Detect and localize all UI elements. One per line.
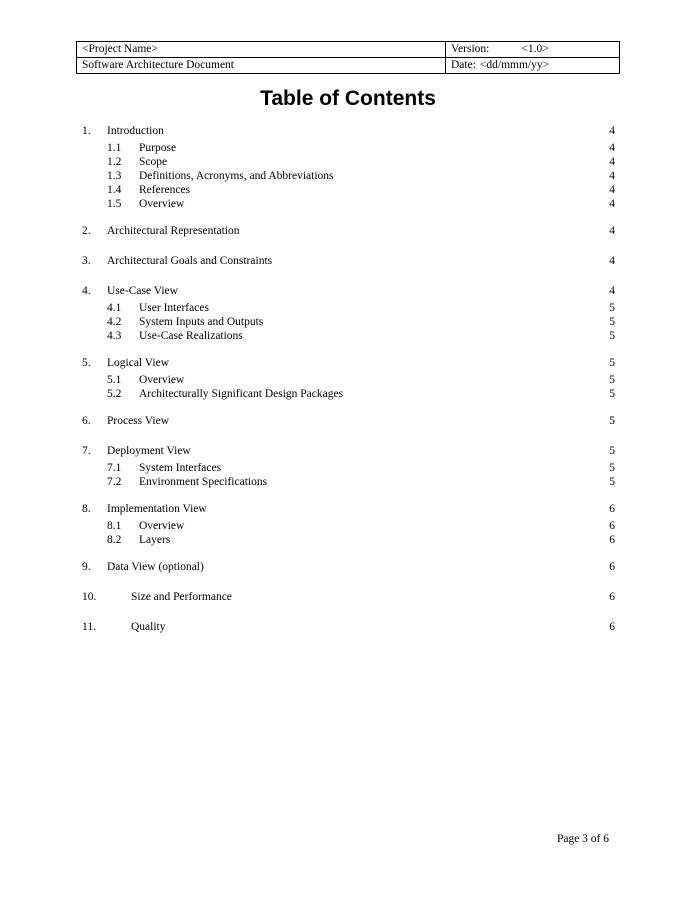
toc-page: 6 bbox=[609, 503, 615, 515]
document-header-table bbox=[76, 41, 620, 74]
toc-page: 4 bbox=[609, 170, 615, 182]
toc-label: Definitions, Acronyms, and Abbreviations bbox=[139, 170, 334, 182]
toc-number: 7. bbox=[82, 445, 91, 457]
toc-subentry[interactable] bbox=[82, 329, 615, 343]
toc-label: User Interfaces bbox=[139, 302, 209, 314]
toc-number: 8. bbox=[82, 503, 91, 515]
toc-page: 4 bbox=[609, 225, 615, 237]
toc-entry[interactable] bbox=[82, 502, 615, 516]
project-name-cell: <Project Name> bbox=[77, 42, 446, 58]
toc-entry[interactable] bbox=[82, 356, 615, 370]
toc-label: References bbox=[139, 184, 191, 196]
toc-label: Architectural Representation bbox=[107, 225, 240, 237]
toc-entry[interactable] bbox=[82, 560, 615, 574]
toc-number: 1.3 bbox=[107, 170, 122, 182]
toc-subentry[interactable] bbox=[82, 373, 615, 387]
toc-number: 7.1 bbox=[107, 462, 122, 474]
toc-subentry[interactable] bbox=[82, 141, 615, 155]
toc-number: 1.4 bbox=[107, 184, 122, 196]
toc-page: 6 bbox=[609, 561, 615, 573]
toc-label: Layers bbox=[139, 534, 171, 546]
toc-subentry[interactable] bbox=[82, 301, 615, 315]
toc-subentry[interactable] bbox=[82, 475, 615, 489]
toc-page: 4 bbox=[609, 255, 615, 267]
toc-label: System Inputs and Outputs bbox=[139, 316, 264, 328]
toc-page: 5 bbox=[609, 316, 615, 328]
toc-label: Logical View bbox=[107, 357, 170, 369]
toc-page: 4 bbox=[609, 142, 615, 154]
toc-page: 6 bbox=[609, 591, 615, 603]
toc-page: 5 bbox=[609, 357, 615, 369]
toc-entry[interactable] bbox=[82, 254, 615, 268]
toc-number: 7.2 bbox=[107, 476, 122, 488]
page-indicator: Page 3 of 6 bbox=[556, 833, 609, 845]
toc-number: 11. bbox=[82, 621, 96, 633]
toc-subentry[interactable] bbox=[82, 461, 615, 475]
toc-number: 5.2 bbox=[107, 388, 122, 400]
toc-number: 4.1 bbox=[107, 302, 122, 314]
toc-page: 6 bbox=[609, 621, 615, 633]
toc-entry[interactable] bbox=[82, 284, 615, 298]
page-title: Table of Contents bbox=[260, 87, 436, 110]
toc-label: Scope bbox=[139, 156, 168, 168]
toc-number: 5. bbox=[82, 357, 91, 369]
toc-page: 5 bbox=[609, 476, 615, 488]
toc-page: 4 bbox=[609, 156, 615, 168]
toc-entry[interactable] bbox=[82, 620, 615, 634]
toc-number: 1. bbox=[82, 125, 91, 137]
toc-page: 5 bbox=[609, 415, 615, 427]
toc-number: 1.5 bbox=[107, 198, 122, 210]
toc-label: System Interfaces bbox=[139, 462, 222, 474]
toc-label: Process View bbox=[107, 415, 170, 427]
toc-page: 4 bbox=[609, 184, 615, 196]
toc-label: Architectural Goals and Constraints bbox=[107, 255, 273, 267]
toc-page: 4 bbox=[609, 125, 615, 137]
toc-page: 5 bbox=[609, 374, 615, 386]
toc-label: Introduction bbox=[107, 125, 164, 137]
toc-label: Implementation View bbox=[107, 503, 207, 515]
toc-subentry[interactable] bbox=[82, 155, 615, 169]
version-value: <1.0> bbox=[521, 43, 549, 55]
toc-label: Overview bbox=[139, 198, 185, 210]
toc-number: 10. bbox=[82, 591, 97, 603]
toc-number: 4. bbox=[82, 285, 91, 297]
toc-page: 4 bbox=[609, 285, 615, 297]
document-title-cell: Software Architecture Document bbox=[77, 58, 446, 74]
toc-label: Deployment View bbox=[107, 445, 191, 457]
toc-label: Architecturally Significant Design Packages bbox=[139, 388, 344, 400]
toc-number: 1.1 bbox=[107, 142, 122, 154]
toc-entry[interactable] bbox=[82, 444, 615, 458]
version-cell bbox=[446, 42, 620, 58]
toc-number: 1.2 bbox=[107, 156, 122, 168]
toc-page: 5 bbox=[609, 330, 615, 342]
toc-number: 3. bbox=[82, 255, 91, 267]
toc-number: 4.3 bbox=[107, 330, 122, 342]
toc-number: 8.2 bbox=[107, 534, 122, 546]
toc-label: Data View (optional) bbox=[107, 561, 204, 573]
toc-entry[interactable] bbox=[82, 124, 615, 138]
toc-number: 6. bbox=[82, 415, 91, 427]
toc-entry[interactable] bbox=[82, 224, 615, 238]
toc-subentry[interactable] bbox=[82, 169, 615, 183]
toc-page: 6 bbox=[609, 520, 615, 532]
toc-subentry[interactable] bbox=[82, 315, 615, 329]
date-cell bbox=[446, 58, 620, 74]
toc-label: Environment Specifications bbox=[139, 476, 268, 488]
toc-page: 5 bbox=[609, 388, 615, 400]
toc-label: Use-Case View bbox=[107, 285, 178, 297]
toc-subentry[interactable] bbox=[82, 519, 615, 533]
toc-number: 2. bbox=[82, 225, 91, 237]
toc-page: 4 bbox=[609, 198, 615, 210]
date-value: <dd/mmm/yy> bbox=[479, 59, 550, 71]
toc-subentry[interactable] bbox=[82, 533, 615, 547]
toc-entry[interactable] bbox=[82, 414, 615, 428]
toc-subentry[interactable] bbox=[82, 183, 615, 197]
toc-page: 5 bbox=[609, 302, 615, 314]
version-label: Version: bbox=[451, 43, 490, 55]
toc-label: Overview bbox=[139, 374, 185, 386]
table-of-contents bbox=[82, 124, 615, 634]
toc-subentry[interactable] bbox=[82, 387, 615, 401]
toc-label: Quality bbox=[131, 621, 166, 633]
toc-label: Overview bbox=[139, 520, 185, 532]
toc-page: 6 bbox=[609, 534, 615, 546]
toc-number: 8.1 bbox=[107, 520, 122, 532]
toc-entry[interactable] bbox=[82, 590, 615, 604]
toc-label: Size and Performance bbox=[131, 591, 232, 603]
toc-number: 4.2 bbox=[107, 316, 122, 328]
toc-label: Purpose bbox=[139, 142, 177, 154]
toc-number: 5.1 bbox=[107, 374, 122, 386]
date-label: Date: bbox=[451, 59, 476, 71]
toc-number: 9. bbox=[82, 561, 91, 573]
toc-subentry[interactable] bbox=[82, 197, 615, 211]
toc-label: Use-Case Realizations bbox=[139, 330, 243, 342]
toc-page: 5 bbox=[609, 445, 615, 457]
toc-page: 5 bbox=[609, 462, 615, 474]
